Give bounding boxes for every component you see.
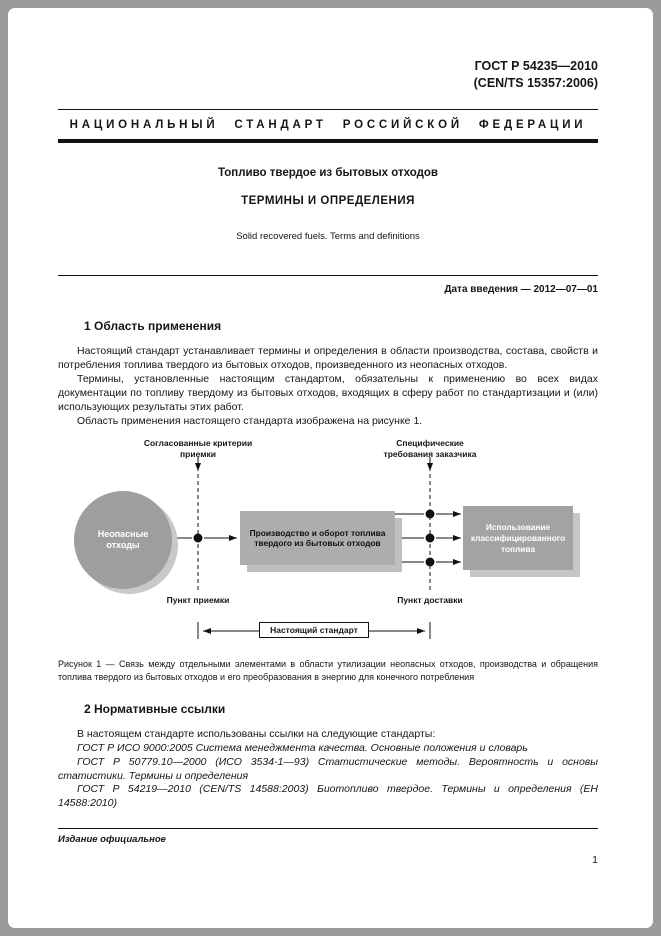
footer-rule bbox=[58, 828, 598, 829]
paragraph: Термины, установленные настоящим стандартом, обязательны к применению во всех видах документации по топливу твердому из бытовых отходов, входящих в сферу работ по стандартизации и (или) использующих результаты этих работ. bbox=[58, 372, 598, 413]
section-1-heading: 1 Область применения bbox=[84, 318, 222, 333]
doc-number: ГОСТ Р 54235—2010 bbox=[474, 59, 598, 73]
page-content bbox=[8, 8, 653, 811]
paragraph: Настоящий стандарт устанавливает термины и определения в области производства, состава, свойств и потребления топлива твердого из бытовых отходов, произведенного из неопасных отходов. bbox=[58, 344, 598, 371]
banner-bottom-rule bbox=[58, 139, 598, 143]
references-intro: В настоящем стандарте использованы ссылки на следующие стандарты: bbox=[77, 727, 436, 740]
title-divider-rule bbox=[58, 275, 598, 276]
doc-number-alt: (CEN/TS 15357:2006) bbox=[473, 75, 598, 90]
official-edition-note: Издание официальное bbox=[58, 834, 166, 845]
fuel-use-node: Использование классифицированного топлива bbox=[463, 506, 573, 570]
national-standard-banner: НАЦИОНАЛЬНЫЙ СТАНДАРТ РОССИЙСКОЙ ФЕДЕРАЦИИ bbox=[69, 118, 587, 131]
doc-subject: Топливо твердое из бытовых отходов bbox=[217, 166, 439, 179]
standard-scope-label: Настоящий стандарт bbox=[259, 622, 369, 638]
delivery-point-label: Пункт доставки bbox=[397, 595, 463, 606]
paragraph: Область применения настоящего стандарта изображена на рисунке 1. bbox=[77, 414, 423, 427]
fuel-production-node: Производство и оборот топлива твердого из бытовых отходов bbox=[240, 511, 395, 565]
page-number: 1 bbox=[592, 854, 598, 866]
acceptance-criteria-label: Согласованные критерии приемки bbox=[143, 438, 253, 460]
acceptance-point-label: Пункт приемки bbox=[166, 595, 230, 606]
section-2-body bbox=[58, 728, 598, 812]
page-footer bbox=[58, 828, 598, 866]
document-page bbox=[8, 8, 653, 928]
doc-header bbox=[58, 58, 598, 92]
section-1-body bbox=[58, 345, 598, 429]
customer-requirements-label: Специфические требования заказчика bbox=[383, 438, 477, 460]
introduction-date: Дата введения — 2012—07—01 bbox=[444, 283, 598, 295]
nonhazardous-waste-node: Неопасные отходы bbox=[74, 491, 172, 589]
figure-1-diagram bbox=[70, 438, 610, 648]
reference-item: ГОСТ Р ИСО 9000:2005 Система менеджмента качества. Основные положения и словарь bbox=[77, 741, 528, 754]
figure-1-caption: Рисунок 1 — Связь между отдельными элементами в области утилизации неопасных отходов, производства и обращения топлива твердого из бытовых отходов и его преобразования в энергию для конечного потребления bbox=[58, 659, 598, 683]
doc-title-en: Solid recovered fuels. Terms and definitions bbox=[236, 230, 420, 242]
doc-title: ТЕРМИНЫ И ОПРЕДЕЛЕНИЯ bbox=[241, 194, 415, 207]
reference-item: ГОСТ Р 54219—2010 (CEN/TS 14588:2003) Биотопливо твердое. Термины и определения (ЕН 14588:2010) bbox=[58, 783, 598, 810]
reference-item: ГОСТ Р 50779.10—2000 (ИСО 3534-1—93) Статистические методы. Вероятность и основы статистики. Термины и определения bbox=[58, 755, 598, 782]
section-2-heading: 2 Нормативные ссылки bbox=[84, 701, 226, 716]
banner-top-rule bbox=[58, 109, 598, 110]
